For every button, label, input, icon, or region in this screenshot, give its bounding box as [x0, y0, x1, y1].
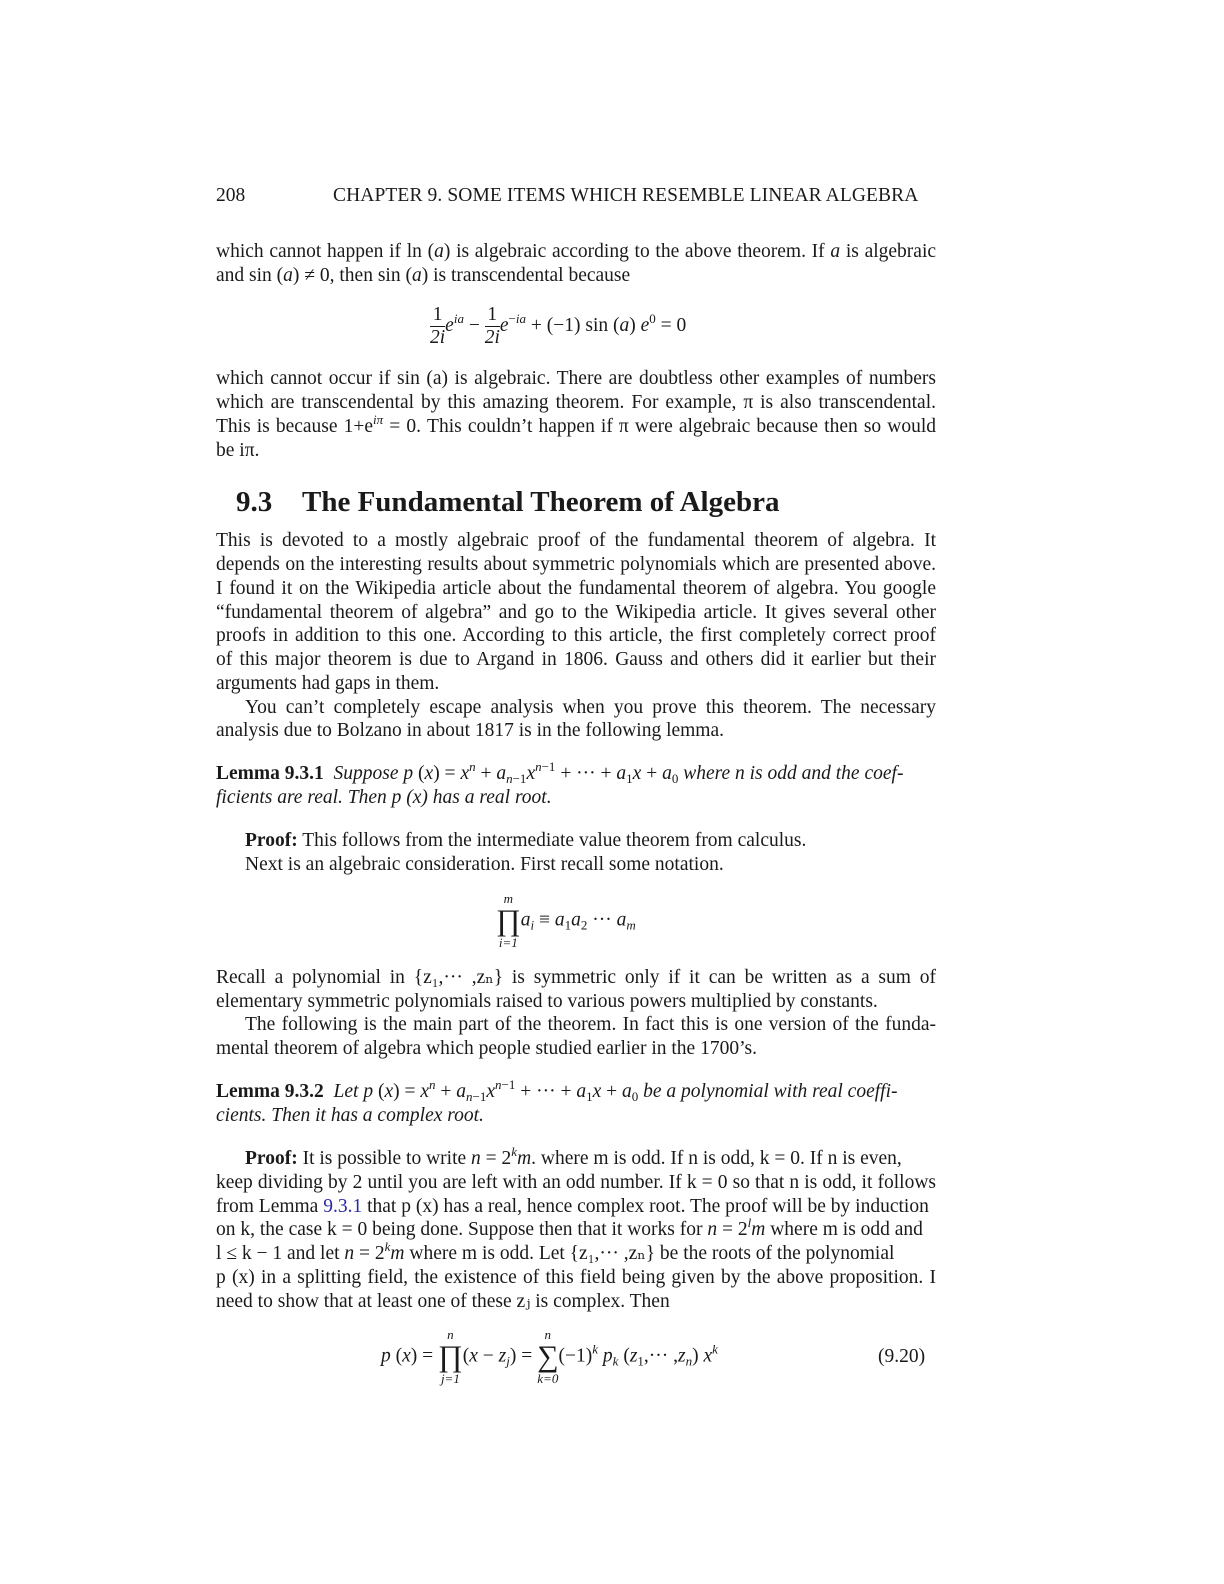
proof-line: Proof: This follows from the intermediate value theorem from calculus. — [245, 830, 807, 851]
paragraph-line: Next is an algebraic consideration. First recall some notation. — [245, 854, 724, 875]
paragraph-line: Recall a polynomial in {z₁,··· ,zₙ} is symmetric only if it can be written as a sum of — [216, 967, 936, 988]
section-heading — [236, 486, 779, 519]
paragraph-line: proofs in addition to this one. According to this article, the first completely correct proof — [216, 625, 936, 646]
lemma-9-3-1-cont: ficients are real. Then p (x) has a real root. — [216, 787, 552, 808]
paragraph-line: You can’t completely escape analysis when you prove this theorem. The necessary — [245, 697, 936, 718]
equation-sine-transcendental: $\frac{1}{2i}$ $e^{ia}$ − $\frac{1}{2i}$ $e^{-ia} + (-1)$ sin (a) $e^0 = 0$ — [430, 304, 687, 348]
paragraph-line: which are transcendental by this amazing theorem. For example, π is also transcendental. — [216, 392, 936, 413]
lemma-reference-link[interactable]: 9.3.1 — [323, 1196, 363, 1217]
lemma-9-3-1: Lemma 9.3.1 Suppose p $(x) = x^n + a_{n-1}x^{n-1}$ + ··· + $a_1x + a_0$ where n is odd and the coef- — [216, 759, 904, 786]
lemma-9-3-2-cont: cients. Then it has a complex root. — [216, 1105, 484, 1126]
paragraph-line: be iπ. — [216, 440, 260, 461]
paragraph-line: on k, the case k = 0 being done. Suppose then that it works for $n = 2^lm$ where m is odd and — [216, 1215, 923, 1240]
paragraph-line: and sin (a) ≠ 0, then sin (a) is transcendental because — [216, 265, 631, 286]
page-number: 208 — [216, 185, 246, 206]
paragraph-line: from Lemma 9.3.1 that p (x) has a real, hence complex root. The proof will be by induction — [216, 1196, 929, 1217]
paragraph-line: l ≤ k − 1 and let $n = 2^km$ where m is odd. Let {z₁,··· ,zₙ} be the roots of the polynomial — [216, 1239, 895, 1264]
paragraph-line: This is because $1+e^{i\pi} = 0$. This couldn’t happen if π were algebraic because then so would — [216, 412, 936, 437]
paragraph-line: p (x) in a splitting field, the existence of this field being given by the above proposition. I — [216, 1267, 936, 1288]
equation-product-notation: m ∏ i=1 $a_i \equiv a_1a_2$ ··· $a_m$ — [496, 891, 636, 950]
paragraph-line: which cannot occur if sin (a) is algebraic. There are doubtless other examples of numbers — [216, 368, 936, 389]
paragraph-line: keep dividing by 2 until you are left with an odd number. If k = 0 so that n is odd, it follows — [216, 1172, 936, 1193]
paragraph-line: mental theorem of algebra which people studied earlier in the 1700’s. — [216, 1038, 757, 1059]
paragraph-line: of this major theorem is due to Argand in 1806. Gauss and others did it earlier but their — [216, 649, 936, 670]
lemma-9-3-2: Lemma 9.3.2 Let p $(x) = x^n + a_{n-1}x^{n-1}$ + ··· + $a_1x + a_0$ be a polynomial with real coeffi- — [216, 1077, 898, 1104]
section-number: 9.3 — [236, 486, 273, 518]
paragraph-line: elementary symmetric polynomials raised to various powers multiplied by constants. — [216, 991, 878, 1012]
paragraph-line: which cannot happen if ln (a) is algebraic according to the above theorem. If a is algebraic — [216, 241, 937, 262]
paragraph-line: depends on the interesting results about symmetric polynomials which are presented above. — [216, 554, 936, 575]
paragraph-line: “fundamental theorem of algebra” and go to the Wikipedia article. It gives several other — [216, 602, 936, 623]
equation-9-20: p (x) = n ∏ j=1 $(x - z_j)$ = n ∑ k=0 $(-1)^k$ $p_k$ $(z_1,\cdot\cdot\cdot ,z_n)$ $x^k$ — [381, 1327, 718, 1386]
equation-number: (9.20) — [878, 1346, 926, 1367]
paragraph-line: analysis due to Bolzano in about 1817 is in the following lemma. — [216, 720, 725, 741]
proof-line: Proof: It is possible to write $n = 2^km$. where m is odd. If n is odd, k = 0. If n is even, — [245, 1144, 902, 1169]
section-title: The Fundamental Theorem of Algebra — [302, 486, 780, 518]
paragraph-line: This is devoted to a mostly algebraic proof of the fundamental theorem of algebra. It — [216, 530, 936, 551]
paragraph-line: arguments had gaps in them. — [216, 673, 440, 694]
running-head: CHAPTER 9. SOME ITEMS WHICH RESEMBLE LINEAR ALGEBRA — [333, 185, 919, 206]
paragraph-line: I found it on the Wikipedia article about the fundamental theorem of algebra. You google — [216, 578, 936, 599]
paragraph-line: need to show that at least one of these zⱼ is complex. Then — [216, 1291, 670, 1312]
paragraph-line: The following is the main part of the theorem. In fact this is one version of the funda- — [245, 1014, 936, 1035]
